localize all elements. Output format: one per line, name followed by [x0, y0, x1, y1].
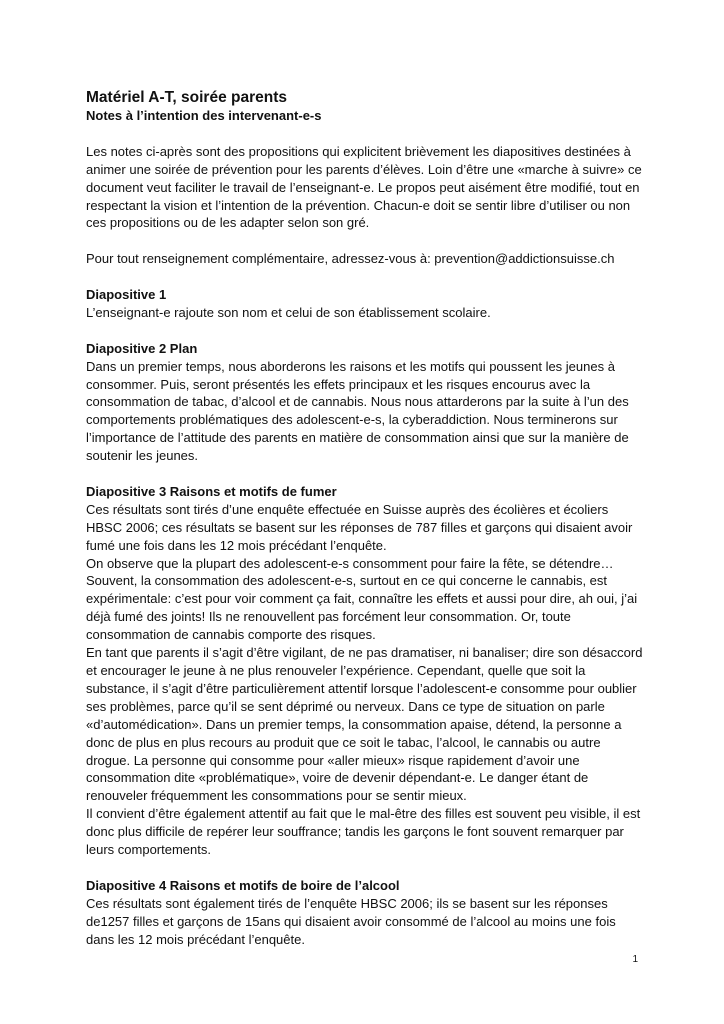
section-paragraph: Ces résultats sont également tirés de l’enquête HBSC 2006; ils se basent sur les réponses de1257 filles et garçons de 15ans qui disaient avoir consommé de l’alcool au moins une fois dans les 12 mois précédant l’enquête.	[86, 895, 616, 947]
section-title: Diapositive 1	[86, 287, 167, 303]
section-paragraph: L’enseignant-e rajoute son nom et celui de son établissement scolaire.	[86, 304, 491, 320]
contact-paragraph: Pour tout renseignement complémentaire, adressez-vous à: prevention@addictionsuisse.ch	[86, 251, 615, 267]
section-title: Diapositive 4 Raisons et motifs de boire de l’alcool	[86, 877, 400, 893]
section-title: Diapositive 3 Raisons et motifs de fumer	[86, 483, 337, 499]
section-paragraph: En tant que parents il s’agit d’être vigilant, de ne pas dramatiser, ni banaliser; dire son désaccord et encourager le jeune à ne plus renouveler l’expérience. Cependant, quelle que soit la substance, il s’agit d’être particulièrement attentif lorsque l’adolescent-e consomme pour oublier ses problèmes, parce qu’il se sent déprimé ou nerveux. Dans ce type de situation on parle «d’automédication». Dans un premier temps, la consommation apaise, détend, la personne a donc de plus en plus recours au produit que ce soit le tabac, l’alcool, le cannabis ou autre drogue. La personne qui consomme pour «aller mieux» risque rapidement d’avoir une consommation dite «problématique», voire de devenir dépendant-e. Le danger étant de renouveler fréquemment les consommations pour se sentir mieux.	[86, 645, 643, 804]
section-title: Diapositive 2 Plan	[86, 340, 198, 356]
document-subtitle: Notes à l’intention des intervenant-e-s	[86, 108, 322, 123]
section-paragraph: Il convient d’être également attentif au fait que le mal-être des filles est souvent peu visible, il est donc plus difficile de repérer leur souffrance; tandis les garçons le font souvent remarquer par leurs comportements.	[86, 806, 641, 858]
section-paragraph: Ces résultats sont tirés d’une enquête effectuée en Suisse auprès des écolières et écoliers HBSC 2006; ces résultats se basent sur les réponses de 787 filles et garçons qui disaient avoir fumé une fois dans les 12 mois précédant l’enquête.	[86, 501, 633, 553]
section-paragraph: Dans un premier temps, nous aborderons les raisons et les motifs qui poussent les jeunes à consommer. Puis, seront présentés les effets principaux et les risques encourus avec la consommation de tabac, d’alcool et de cannabis. Nous nous attarderons par la suite à l’un des comportements problématiques des adolescent-e-s, la cyberaddiction. Nous terminerons sur l’importance de l’attitude des parents en matière de consommation ainsi que sur la manière de soutenir les jeunes.	[86, 358, 629, 464]
document-title: Matériel A-T, soirée parents	[86, 89, 287, 106]
section-paragraph: On observe que la plupart des adolescent-e-s consomment pour faire la fête, se détendre… Souvent, la consommation des adolescent-e-s, surtout en ce qui concerne le cannabis, est expérimentale: c’est pour voir comment ça fait, connaître les effets et aussi pour dire, ah oui, j’ai déjà fumé des joints! Ils ne renouvellent pas forcément leur consommation. Or, toute consommation de cannabis comporte des risques.	[86, 555, 638, 643]
intro-paragraph: Les notes ci-après sont des propositions qui explicitent brièvement les diapositives destinées à animer une soirée de prévention pour les parents d’élèves. Loin d’être une «marche à suivre» ce document veut faciliter le travail de l’enseignant-e. Le propos peut aisément être modifié, tout en respectant la vision et l’intention de la prévention. Chacun-e doit se sentir libre d’utiliser ou non ces propositions ou de les adapter selon son gré.	[86, 143, 642, 231]
page-number: 1	[632, 954, 638, 965]
document-body	[86, 88, 646, 949]
